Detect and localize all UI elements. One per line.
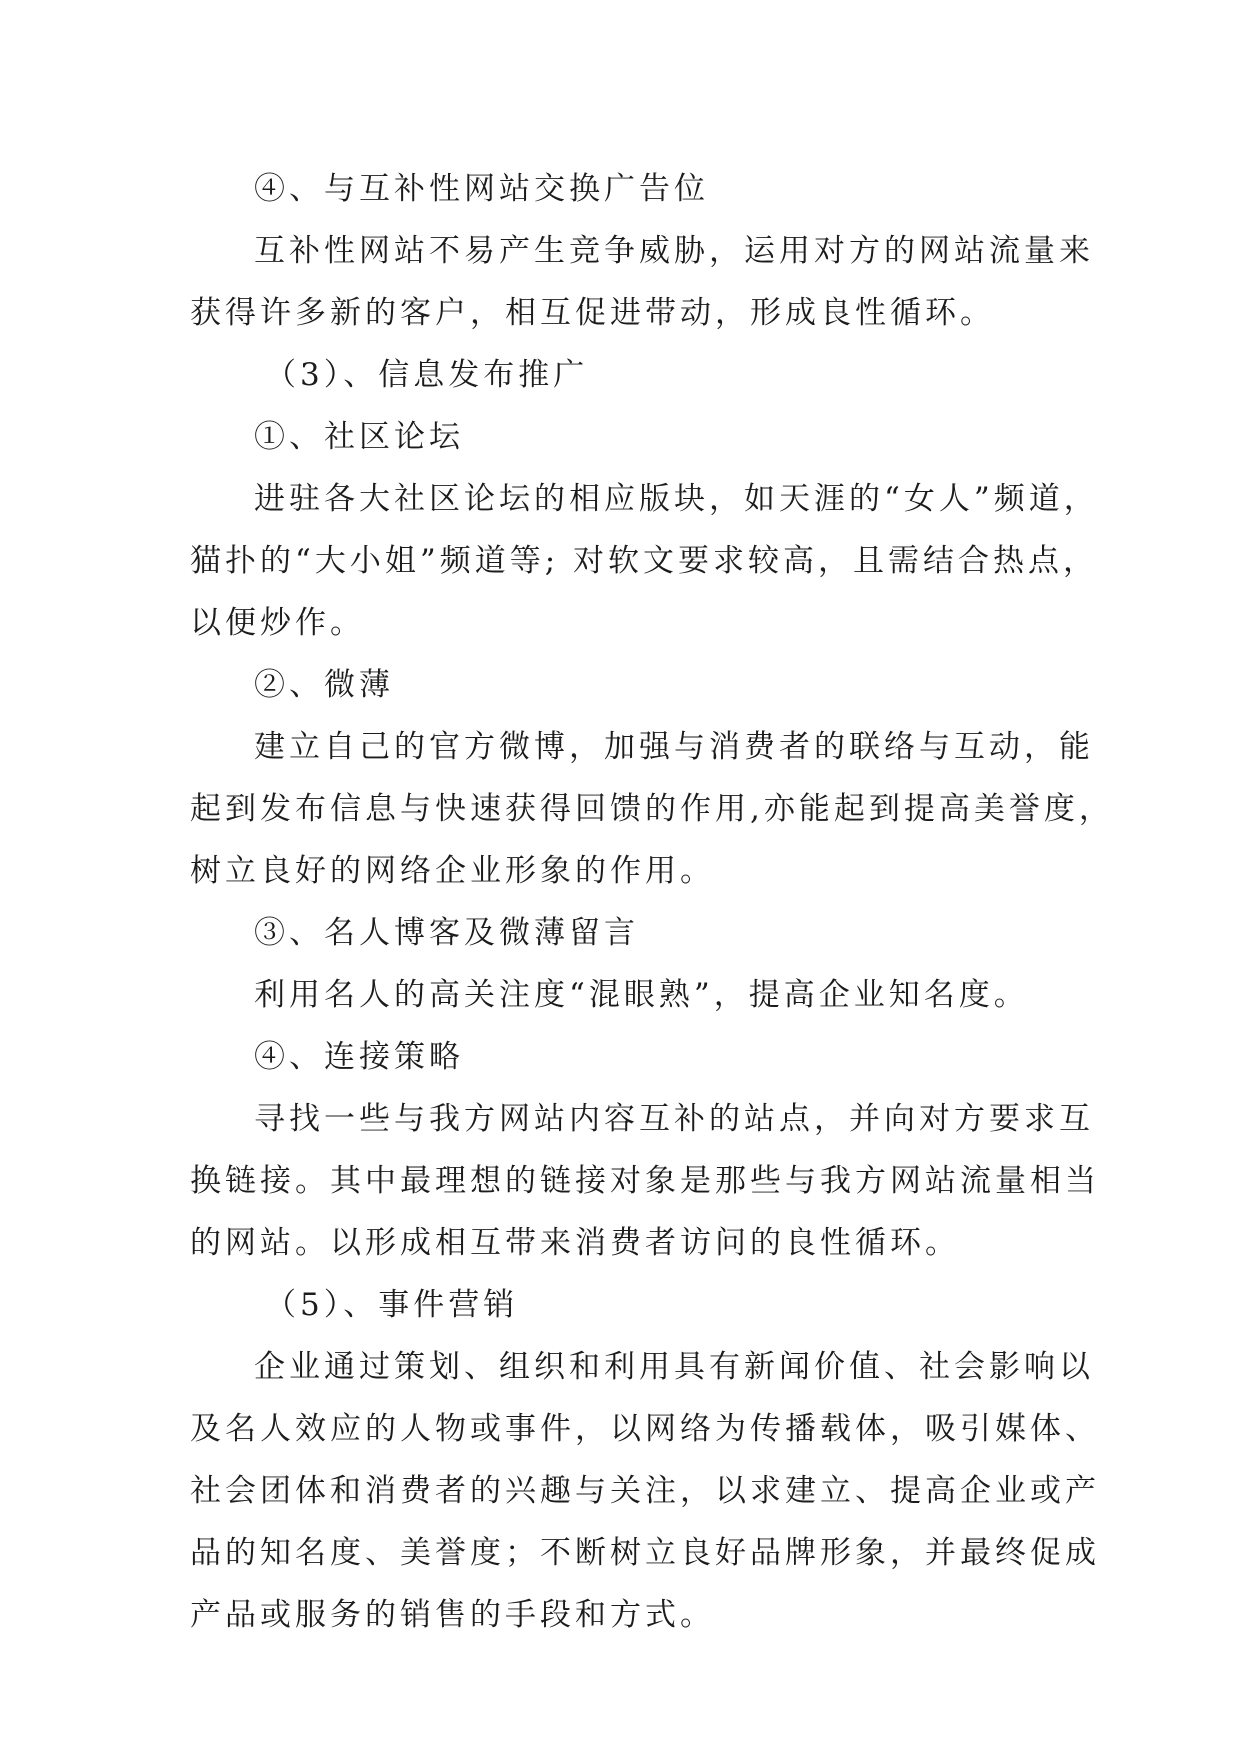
paragraph-line: 起到发布信息与快速获得回馈的作用,亦能起到提高美誉度，	[190, 791, 1114, 827]
paragraph-line: 产品或服务的销售的手段和方式。	[190, 1597, 715, 1633]
paragraph-line: 树立良好的网络企业形象的作用。	[190, 853, 715, 889]
section-heading-event-marketing: （5）、事件营销	[265, 1287, 519, 1323]
paragraph-line: 猫扑的“大小姐”频道等; 对软文要求较高，且需结合热点，	[190, 543, 1098, 579]
paragraph-line: 的网站。以形成相互带来消费者访问的良性循环。	[190, 1225, 960, 1261]
heading-celebrity-blog: ③、名人博客及微薄留言	[254, 915, 639, 951]
paragraph-line: 品的知名度、美誉度；不断树立良好品牌形象，并最终促成	[190, 1535, 1100, 1571]
paragraph-line: 进驻各大社区论坛的相应版块，如天涯的“女人”频道，	[254, 481, 1099, 517]
paragraph-line: 寻找一些与我方网站内容互补的站点，并向对方要求互	[254, 1101, 1094, 1137]
heading-exchange-ad-slots: ④、与互补性网站交换广告位	[254, 171, 709, 207]
document-body	[190, 158, 1114, 1646]
section-heading-info-release: （3）、信息发布推广	[265, 357, 589, 393]
paragraph-line: 社会团体和消费者的兴趣与关注，以求建立、提高企业或产	[190, 1473, 1100, 1509]
heading-link-strategy: ④、连接策略	[254, 1039, 464, 1075]
heading-community-forum: ①、社区论坛	[254, 419, 464, 455]
heading-weibo: ②、微薄	[254, 667, 394, 703]
paragraph-line: 利用名人的高关注度“混眼熟”，提高企业知名度。	[254, 977, 1029, 1013]
paragraph-line: 换链接。其中最理想的链接对象是那些与我方网站流量相当	[190, 1163, 1100, 1199]
paragraph-line: 及名人效应的人物或事件，以网络为传播载体，吸引媒体、	[190, 1411, 1100, 1447]
paragraph-line: 以便炒作。	[190, 605, 365, 641]
paragraph-line: 企业通过策划、组织和利用具有新闻价值、社会影响以	[254, 1349, 1094, 1385]
paragraph-line: 互补性网站不易产生竞争威胁，运用对方的网站流量来	[254, 233, 1094, 269]
paragraph-line: 建立自己的官方微博，加强与消费者的联络与互动，能	[254, 729, 1094, 765]
paragraph-line: 获得许多新的客户，相互促进带动，形成良性循环。	[190, 295, 995, 331]
